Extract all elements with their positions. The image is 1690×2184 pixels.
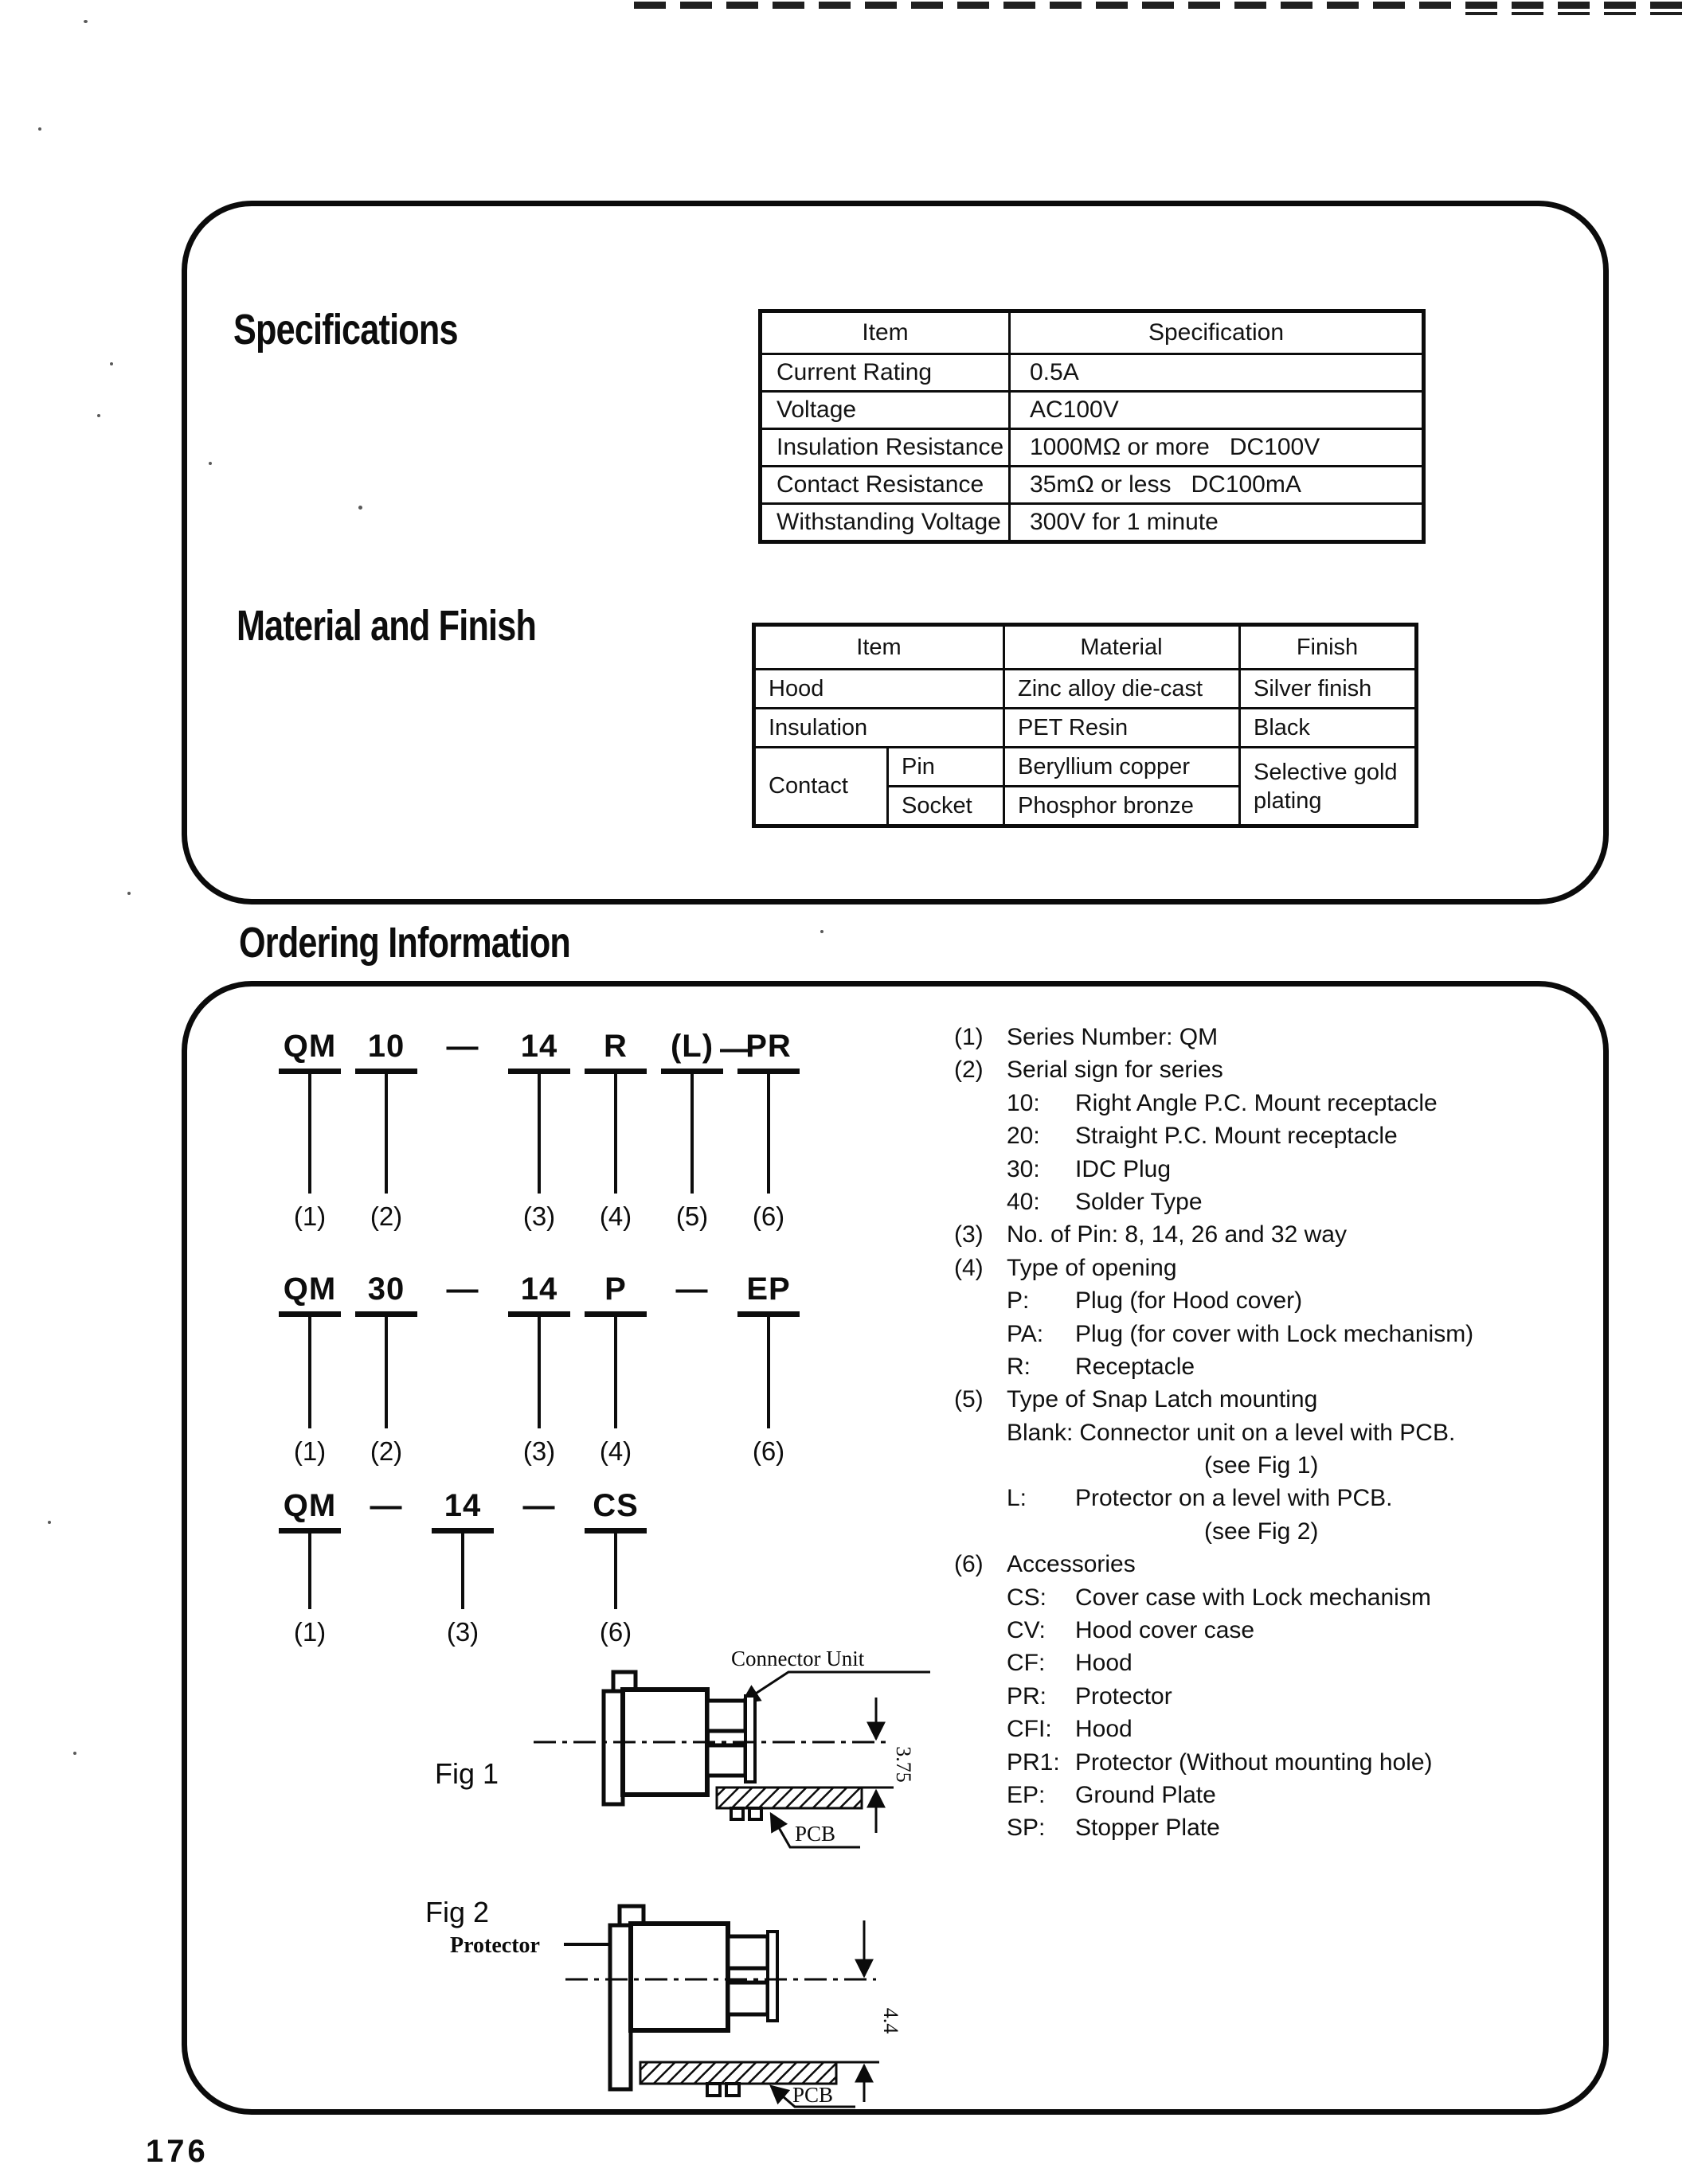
fig1-dimension-value: 3.75: [892, 1746, 915, 1783]
table-row: [761, 467, 1424, 504]
scan-speck: [820, 930, 823, 933]
token-stem-line: [538, 1317, 541, 1428]
token-value: CS: [593, 1488, 639, 1523]
code-token-text: [368, 1266, 405, 1307]
note-text: Serial sign for series: [1007, 1057, 1223, 1084]
token-value: —: [446, 1272, 479, 1307]
fig2-protector-flange: [610, 1925, 631, 2089]
code-token: [433, 1266, 492, 1467]
fig2-protector-label: Protector: [450, 1933, 540, 1958]
code-token: [433, 1023, 492, 1232]
code-token: [280, 1483, 339, 1647]
fig1-label: Fig 1: [435, 1757, 499, 1790]
code-token: [357, 1483, 416, 1647]
fig2-pin: [707, 2084, 720, 2096]
fig1-drawing: [414, 1624, 940, 1863]
token-stem-line: [461, 1533, 464, 1609]
fig1-end-plate: [745, 1696, 755, 1782]
token-stem-line: [385, 1317, 388, 1428]
specifications-heading: Specifications: [233, 306, 458, 354]
table-row: [761, 392, 1424, 429]
fig1-connector-unit-label: Connector Unit: [731, 1647, 865, 1670]
token-position-label: (6): [752, 1436, 785, 1466]
token-stem-line: [308, 1074, 311, 1194]
note-number: (2): [954, 1057, 984, 1084]
mf-hood-material: Zinc alloy die-cast: [1004, 670, 1240, 709]
token-value: QM: [283, 1272, 337, 1307]
mf-insulation-material: PET Resin: [1004, 709, 1240, 748]
mf-contact-item: Contact: [754, 748, 888, 826]
token-stem-line: [308, 1533, 311, 1609]
token-position-label: (5): [675, 1201, 709, 1231]
spec-value-cell: 0.5A: [1010, 354, 1424, 392]
page-number: 176: [146, 2134, 209, 2169]
spec-item-cell: Voltage: [761, 392, 1010, 429]
mf-hood-item: Hood: [754, 670, 1004, 709]
note-line: [954, 1452, 1591, 1485]
note-line: [954, 1485, 1591, 1518]
token-underline: [279, 1069, 341, 1074]
mf-hood-finish: Silver finish: [1240, 670, 1417, 709]
token-value: —: [675, 1272, 709, 1307]
note-code: 10:: [1007, 1089, 1040, 1116]
note-line: [954, 1782, 1591, 1815]
material-finish-table: [752, 623, 1418, 828]
code-token-text: [521, 1266, 558, 1307]
note-code: PR:: [1007, 1682, 1047, 1709]
code-token: [357, 1266, 416, 1467]
code-token: [280, 1023, 339, 1232]
note-code: CFI:: [1007, 1716, 1052, 1743]
note-code: L:: [1007, 1485, 1027, 1512]
note-code: 40:: [1007, 1188, 1040, 1215]
token-underline: [585, 1311, 647, 1317]
token-value: QM: [283, 1029, 337, 1064]
note-line: [954, 1518, 1591, 1551]
fig1-pcb-label: PCB: [795, 1822, 836, 1846]
note-number: (1): [954, 1024, 984, 1050]
code-token: [663, 1266, 722, 1467]
token-underline: [585, 1528, 647, 1533]
token-underline: [279, 1528, 341, 1533]
note-text: Plug (for Hood cover): [1075, 1287, 1303, 1315]
note-text: Protector on a level with PCB.: [1075, 1485, 1393, 1512]
note-line: [954, 1650, 1591, 1682]
token-value: (L): [670, 1029, 714, 1064]
code-token: [433, 1483, 492, 1647]
token-underline: [508, 1311, 570, 1317]
token-value: —: [446, 1029, 479, 1064]
note-code: Blank:: [1007, 1419, 1074, 1446]
note-text: Hood cover case: [1075, 1617, 1255, 1644]
note-line: [954, 1189, 1591, 1221]
token-stem-line: [385, 1074, 388, 1194]
note-text: Series Number: QM: [1007, 1024, 1219, 1050]
spec-value-cell: AC100V: [1010, 392, 1424, 429]
token-value: 14: [520, 1029, 558, 1064]
fig2-connector-body: [631, 1924, 728, 2030]
token-underline: [737, 1311, 800, 1317]
code-token-text: [284, 1023, 336, 1065]
ordering-code-2: [280, 1266, 798, 1467]
fig2-end-plate: [768, 1932, 777, 2021]
scan-speck: [84, 20, 88, 23]
mf-contact-socket-material: Phosphor bronze: [1004, 787, 1240, 826]
note-line: [954, 1354, 1591, 1386]
note-text: Cover case with Lock mechanism: [1075, 1584, 1431, 1611]
note-text: No. of Pin: 8, 14, 26 and 32 way: [1007, 1221, 1347, 1248]
mf-insulation-item: Insulation: [754, 709, 1004, 748]
code-token-text: [593, 1483, 639, 1524]
fig2-drawing: [366, 1869, 924, 2108]
code-token: [357, 1023, 416, 1232]
fig2-pcb-label: PCB: [792, 2083, 834, 2107]
note-text: Hood: [1075, 1716, 1133, 1743]
token-position-label: (1): [293, 1436, 327, 1466]
note-text: IDC Plug: [1075, 1155, 1172, 1182]
token-value: 30: [367, 1272, 405, 1307]
spec-col-header-item: Item: [761, 311, 1010, 354]
note-line: [954, 1683, 1591, 1716]
token-value: P: [604, 1272, 627, 1307]
note-code: PA:: [1007, 1320, 1044, 1347]
spec-item-cell: Current Rating: [761, 354, 1010, 392]
code-token: [510, 1266, 569, 1467]
note-text: Protector: [1075, 1682, 1172, 1709]
note-number: (3): [954, 1221, 984, 1248]
note-line: [954, 1716, 1591, 1748]
mf-contact-pin-material: Beryllium copper: [1004, 748, 1240, 787]
mf-header-row: [754, 625, 1417, 670]
code-token: [280, 1266, 339, 1467]
note-text: Plug (for cover with Lock mechanism): [1075, 1320, 1474, 1347]
spec-item-cell: Insulation Resistance: [761, 429, 1010, 467]
note-line: [954, 1156, 1591, 1189]
code-token-text: [284, 1483, 336, 1524]
code-token: [510, 1023, 569, 1232]
fig1-pin: [749, 1808, 761, 1819]
code-token: [586, 1483, 645, 1647]
spec-item-cell: Contact Resistance: [761, 467, 1010, 504]
token-value: PR: [745, 1029, 792, 1064]
token-position-label: (6): [752, 1201, 785, 1231]
token-position-label: (3): [446, 1617, 479, 1647]
table-row: [761, 504, 1424, 542]
note-line: [954, 1551, 1591, 1584]
note-code: 20:: [1007, 1123, 1040, 1150]
token-stem-line: [767, 1317, 770, 1428]
token-underline: [661, 1069, 723, 1074]
code-token-text: [447, 1023, 479, 1065]
token-underline: [508, 1069, 570, 1074]
token-position-label: (3): [522, 1436, 556, 1466]
note-text: Ground Plate: [1075, 1781, 1216, 1808]
note-line: [954, 1057, 1591, 1089]
spec-header-row: [761, 311, 1424, 354]
code-token-text: [447, 1266, 479, 1307]
token-value: EP: [746, 1272, 791, 1307]
fig1-latch-upper: [707, 1701, 745, 1731]
note-see-fig: (see Fig 1): [1204, 1452, 1319, 1479]
token-position-label: (1): [293, 1201, 327, 1231]
note-code: 30:: [1007, 1155, 1040, 1182]
fig2-pin: [726, 2084, 739, 2096]
ordering-code-3: [280, 1483, 645, 1647]
table-row-insulation: [754, 709, 1417, 748]
note-line: [954, 1090, 1591, 1123]
code-token-text: [604, 1023, 628, 1065]
note-text: Solder Type: [1075, 1188, 1203, 1215]
scan-speck: [110, 362, 113, 365]
note-code: SP:: [1007, 1815, 1046, 1842]
mf-contact-socket-part: Socket: [888, 787, 1004, 826]
mf-contact-finish: Selective gold plating: [1240, 748, 1417, 826]
mf-contact-pin-part: Pin: [888, 748, 1004, 787]
fig2-label: Fig 2: [425, 1896, 490, 1928]
note-text: Hood: [1075, 1650, 1133, 1677]
code-token-text: [670, 1023, 753, 1066]
fig2-latch-lower: [728, 1983, 768, 2014]
fig2-latch-upper: [728, 1936, 768, 1968]
note-line: [954, 1221, 1591, 1254]
note-code: PR1:: [1007, 1748, 1060, 1776]
note-line: [954, 1255, 1591, 1287]
code-token-text: [604, 1266, 627, 1307]
note-text: Straight P.C. Mount receptacle: [1075, 1123, 1398, 1150]
fig1-latch-lower: [707, 1745, 745, 1776]
scan-speck: [97, 414, 100, 417]
spec-value-cell: 300V for 1 minute: [1010, 504, 1424, 542]
note-line: [954, 1123, 1591, 1155]
note-see-fig: (see Fig 2): [1204, 1518, 1319, 1545]
code-token-text: [284, 1266, 336, 1307]
token-position-label: (1): [293, 1617, 327, 1647]
code-token-text: [746, 1266, 790, 1307]
token-position-label: (2): [370, 1436, 403, 1466]
note-text: Type of Snap Latch mounting: [1007, 1386, 1318, 1413]
note-code: CV:: [1007, 1617, 1046, 1644]
note-text: Right Angle P.C. Mount receptacle: [1075, 1089, 1438, 1116]
fig2-dimension-value: 4.4: [879, 2007, 902, 2034]
code-token: [739, 1023, 798, 1232]
note-number: (4): [954, 1254, 984, 1281]
mf-insulation-finish: Black: [1240, 709, 1417, 748]
fig2-pcb-board: [640, 2062, 836, 2084]
note-line: [954, 1386, 1591, 1419]
token-suffix-dash: —: [720, 1031, 753, 1066]
specifications-table: [758, 309, 1426, 544]
spec-item-cell: Withstanding Voltage: [761, 504, 1010, 542]
token-position-label: (4): [599, 1436, 632, 1466]
code-token: [739, 1266, 798, 1467]
note-number: (5): [954, 1386, 984, 1413]
note-code: R:: [1007, 1353, 1031, 1380]
code-token: [510, 1483, 569, 1647]
note-text: Receptacle: [1075, 1353, 1195, 1380]
scan-speck: [127, 892, 131, 895]
note-text: Accessories: [1007, 1551, 1136, 1578]
code-token-text: [676, 1266, 709, 1307]
fig1-pcb-board: [717, 1787, 862, 1808]
code-token-text: [370, 1483, 403, 1524]
scan-artifact-dashed-line: [634, 2, 1690, 9]
note-line: [954, 1584, 1591, 1617]
material-finish-heading: Material and Finish: [237, 602, 537, 650]
spec-value-cell: 35mΩ or less DC100mA: [1010, 467, 1424, 504]
scan-artifact-dashed-line-2: [1465, 12, 1690, 15]
token-underline: [279, 1311, 341, 1317]
note-text: Stopper Plate: [1075, 1815, 1220, 1842]
token-stem-line: [308, 1317, 311, 1428]
code-token-text: [444, 1483, 482, 1524]
note-text: Type of opening: [1007, 1254, 1177, 1281]
spec-table-body: [761, 354, 1424, 542]
token-position-label: (3): [522, 1201, 556, 1231]
fig1-pin: [731, 1808, 743, 1819]
note-code: CF:: [1007, 1650, 1046, 1677]
token-value: QM: [283, 1488, 337, 1523]
fig1-connector-leader-arrow: [742, 1672, 930, 1702]
mf-col-header-item: Item: [754, 625, 1004, 670]
scan-speck: [48, 1521, 51, 1524]
note-number: (6): [954, 1551, 984, 1578]
note-line: [954, 1420, 1591, 1452]
token-underline: [355, 1069, 417, 1074]
code-token-text: [521, 1023, 558, 1065]
token-underline: [737, 1069, 800, 1074]
spec-col-header-specification: Specification: [1010, 311, 1424, 354]
note-text: Protector (Without mounting hole): [1075, 1748, 1433, 1776]
note-code: EP:: [1007, 1781, 1046, 1808]
note-code: CS:: [1007, 1584, 1047, 1611]
code-token: [586, 1266, 645, 1467]
token-value: R: [604, 1029, 628, 1064]
token-position-label: (6): [599, 1617, 632, 1647]
scan-speck: [73, 1752, 76, 1755]
token-position-label: (4): [599, 1201, 632, 1231]
note-code: P:: [1007, 1287, 1030, 1315]
code-token: [663, 1023, 753, 1232]
token-stem-line: [690, 1074, 694, 1194]
table-row: [761, 354, 1424, 392]
scan-speck: [38, 127, 41, 131]
code-token-text: [523, 1483, 556, 1524]
note-line: [954, 1321, 1591, 1354]
token-stem-line: [538, 1074, 541, 1194]
ordering-information-heading: Ordering Information: [239, 919, 570, 967]
token-underline: [585, 1069, 647, 1074]
table-row: [761, 429, 1424, 467]
code-token-text: [368, 1023, 405, 1065]
token-underline: [432, 1528, 494, 1533]
note-text: Connector unit on a level with PCB.: [1079, 1419, 1456, 1446]
note-line: [954, 1617, 1591, 1650]
token-value: 10: [367, 1029, 405, 1064]
table-row-contact-pin: [754, 748, 1417, 787]
ordering-code-1: [280, 1023, 798, 1232]
token-position-label: (2): [370, 1201, 403, 1231]
token-stem-line: [614, 1074, 617, 1194]
ordering-notes: [954, 1024, 1591, 1848]
code-token: [586, 1023, 645, 1232]
spec-value-cell: 1000MΩ or more DC100V: [1010, 429, 1424, 467]
mf-col-header-material: Material: [1004, 625, 1240, 670]
token-stem-line: [614, 1533, 617, 1609]
code-token-text: [745, 1023, 792, 1065]
note-line: [954, 1749, 1591, 1782]
token-value: 14: [520, 1272, 558, 1307]
note-line: [954, 1815, 1591, 1847]
token-underline: [355, 1311, 417, 1317]
token-value: 14: [444, 1488, 482, 1523]
table-row-hood: [754, 670, 1417, 709]
token-stem-line: [614, 1317, 617, 1428]
mf-col-header-finish: Finish: [1240, 625, 1417, 670]
note-line: [954, 1287, 1591, 1320]
fig1-flange: [604, 1691, 623, 1804]
token-value: —: [522, 1488, 556, 1523]
note-line: [954, 1024, 1591, 1057]
token-stem-line: [767, 1074, 770, 1194]
token-value: —: [370, 1488, 403, 1523]
